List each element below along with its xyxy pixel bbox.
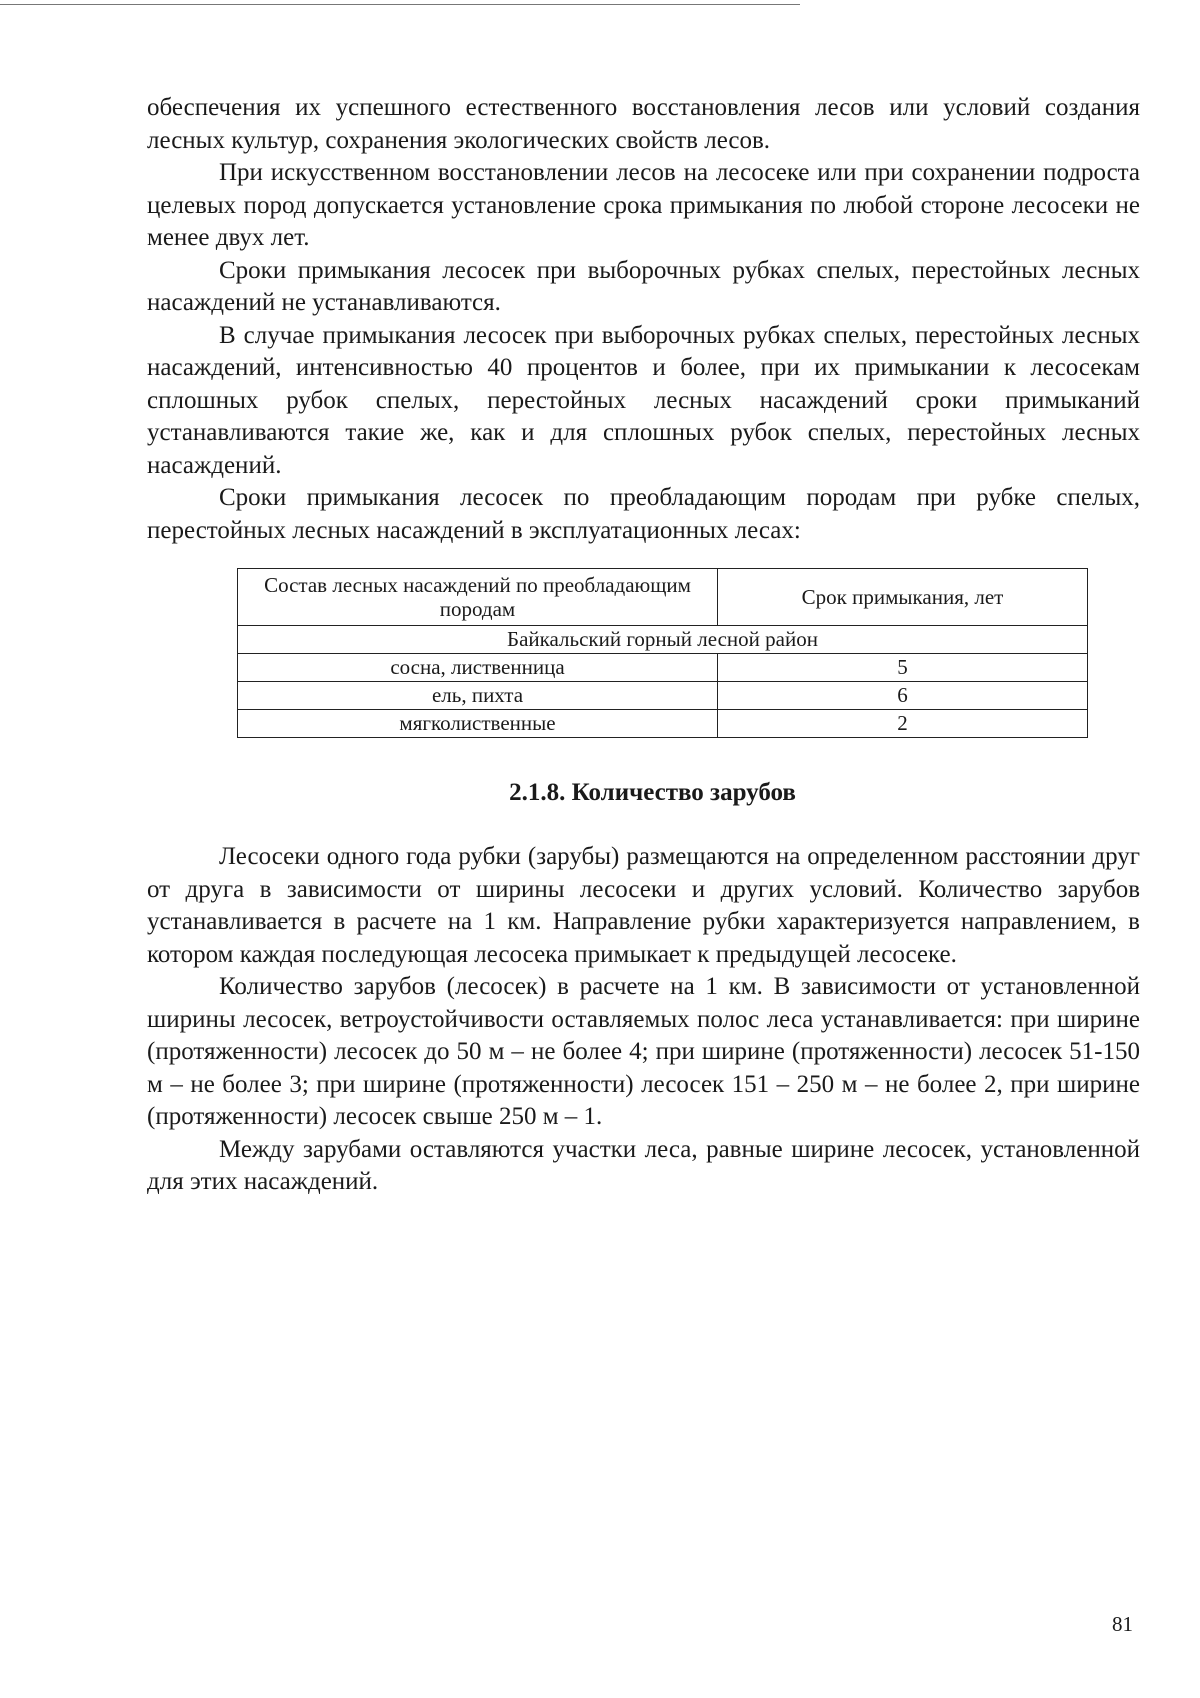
paragraph-cut-blocks: Лесосеки одного года рубки (зарубы) размещаются на определенном расстоянии друг от друга в зависимости от ширины лесосеки и других условий. Количество зарубов устанавливается в расчете на 1 км. Направление рубки характеризуется направлением, в котором каждая последующая лесосека примыкает к предыдущей лесосеке. bbox=[147, 843, 1140, 968]
table-row bbox=[238, 682, 1088, 710]
paragraph-table-intro: Сроки примыкания лесосек по преобладающим породам при рубке спелых, перестойных лесных насаждений в эксплуатационных лесах: bbox=[147, 484, 1140, 544]
table-cell-term: 6 bbox=[718, 682, 1088, 710]
table-cell-species: сосна, лиственница bbox=[238, 654, 718, 682]
table-row bbox=[238, 710, 1088, 738]
paragraph-adjacency-intensity: В случае примыкания лесосек при выборочных рубках спелых, перестойных лесных насаждений, интенсивностью 40 процентов и более, при их примыкании к лесосекам сплошных рубок спелых, перестойных лесных насаждений сроки примыканий устанавливаются такие же, как и для сплошных рубок спелых, перестойных лесных насаждений. bbox=[147, 321, 1140, 479]
top-scan-line bbox=[0, 4, 800, 5]
paragraph-artificial-restoration: При искусственном восстановлении лесов на лесосеке или при сохранении подроста целевых пород допускается установление срока примыкания по любой стороне лесосеки не менее двух лет. bbox=[147, 159, 1140, 251]
table-header-term: Срок примыкания, лет bbox=[718, 569, 1088, 626]
table-row bbox=[238, 654, 1088, 682]
table-cell-term: 5 bbox=[718, 654, 1088, 682]
paragraph-cut-count: Количество зарубов (лесосек) в расчете на 1 км. В зависимости от установленной ширины лесосек, ветроустойчивости оставляемых полос леса устанавливается: при ширине (протяженности) лесосек до 50 м – не более 4; при ширине (протяженности) лесосек 51-150 м – не более 3; при ширине (протяженности) лесосек 151 – 250 м – не более 2, при ширине (протяженности) лесосек свыше 250 м – 1. bbox=[147, 973, 1140, 1130]
adjacency-terms-table bbox=[237, 568, 1088, 738]
table-cell-species: ель, пихта bbox=[238, 682, 718, 710]
table-region-row bbox=[238, 626, 1088, 654]
document-page bbox=[147, 92, 1140, 1199]
paragraph-forest-strips: Между зарубами оставляются участки леса, равные ширине лесосек, установленной для этих насаждений. bbox=[147, 1135, 1140, 1195]
table-cell-species: мягколиственные bbox=[238, 710, 718, 738]
table-cell-term: 2 bbox=[718, 710, 1088, 738]
paragraph-selective-cutting: Сроки примыкания лесосек при выборочных рубках спелых, перестойных лесных насаждений не устанавливаются. bbox=[147, 256, 1140, 316]
section-heading: 2.1.8. Количество зарубов bbox=[509, 779, 796, 806]
page-number: 81 bbox=[1112, 1612, 1133, 1636]
paragraph-continuation: обеспечения их успешного естественного восстановления лесов или условий создания лесных культур, сохранения экологических свойств лесов. bbox=[147, 94, 1140, 154]
table-header-species: Состав лесных насаждений по преобладающим породам bbox=[238, 569, 718, 626]
table-header-row bbox=[238, 569, 1088, 626]
table-region-cell: Байкальский горный лесной район bbox=[238, 626, 1088, 654]
